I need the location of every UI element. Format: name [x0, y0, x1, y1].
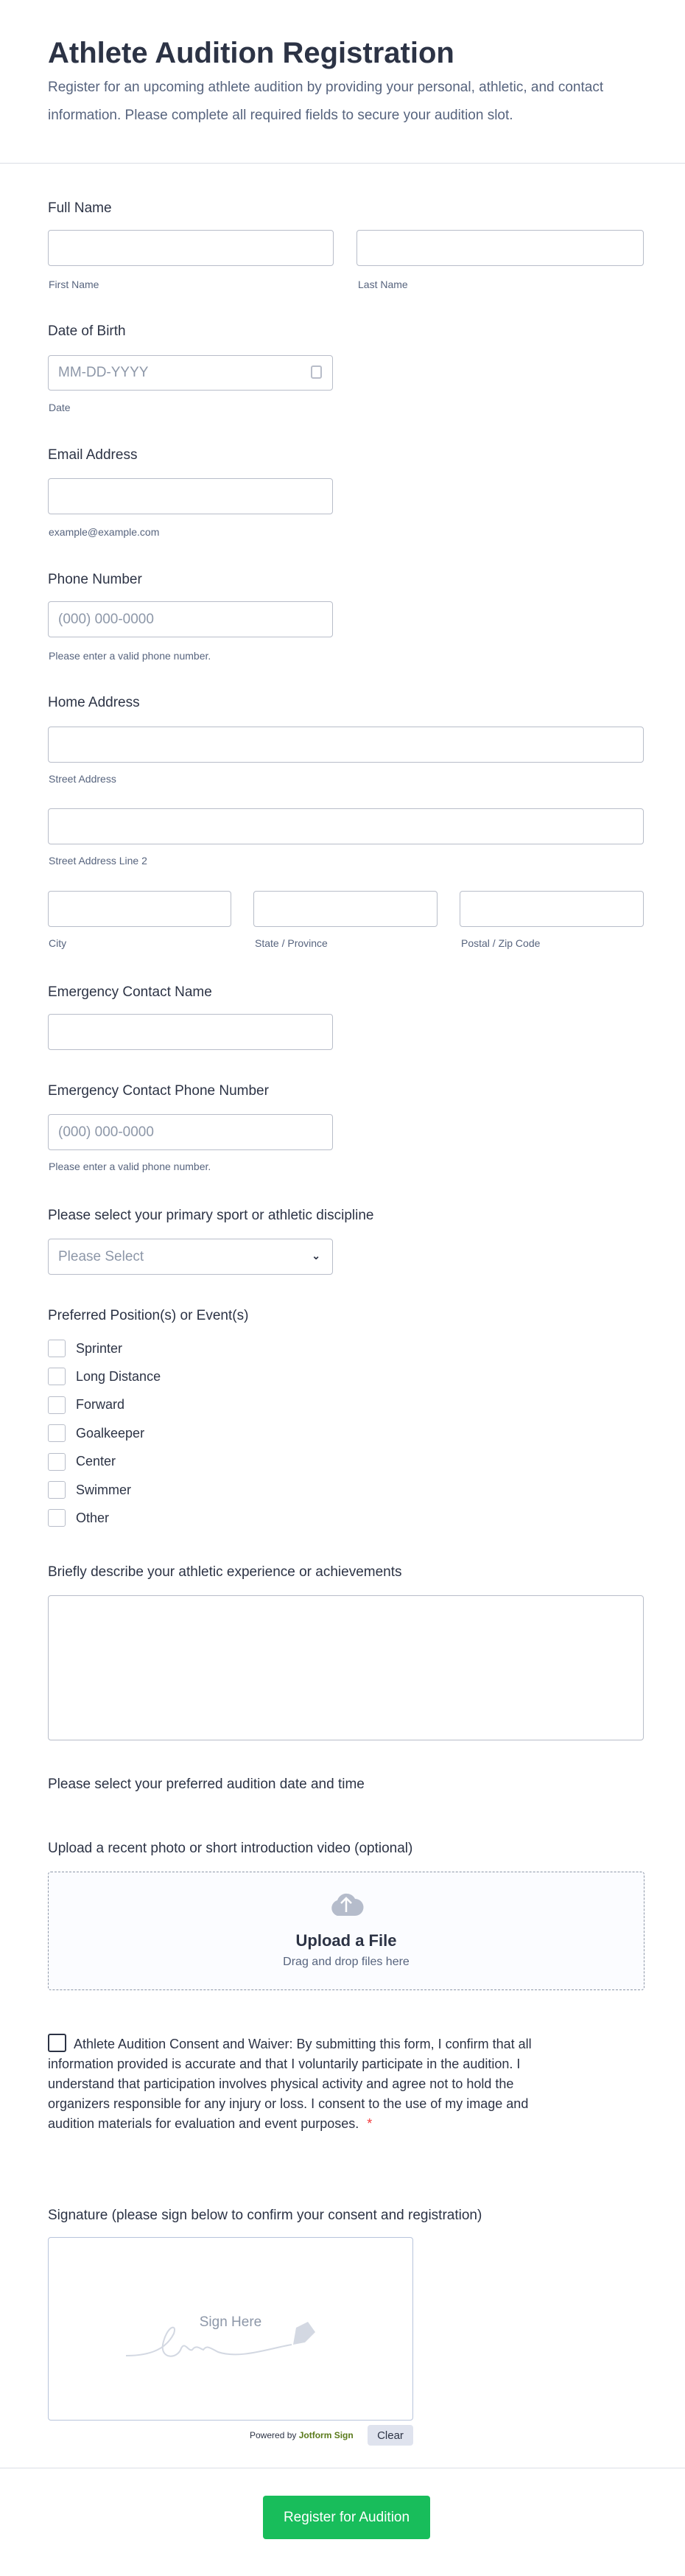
phone-label: Phone Number	[48, 572, 142, 587]
city-input[interactable]	[48, 891, 231, 927]
full-name-label: Full Name	[48, 200, 112, 216]
page-description: Register for an upcoming athlete audition by providing your personal, athletic, and contact information. Please complete all required fields to secure your audition slot.	[48, 80, 604, 123]
emergency-phone-help: Please enter a valid phone number.	[49, 1161, 211, 1172]
audition-date-label: Please select your preferred audition date and time	[48, 1777, 365, 1792]
upload-label: Upload a recent photo or short introduction video (optional)	[48, 1841, 413, 1856]
required-asterisk: *	[367, 2116, 373, 2131]
sport-select[interactable]	[48, 1239, 333, 1275]
state-input[interactable]	[253, 891, 438, 927]
page-title: Athlete Audition Registration	[48, 37, 454, 69]
position-option-label: Sprinter	[76, 1340, 123, 1356]
sport-label: Please select your primary sport or athletic discipline	[48, 1208, 374, 1223]
position-option[interactable]	[48, 1396, 124, 1414]
position-option-label: Swimmer	[76, 1482, 131, 1497]
experience-label: Briefly describe your athletic experience or achievements	[48, 1564, 402, 1580]
checkbox[interactable]	[48, 1453, 66, 1471]
consent-block	[48, 2034, 571, 2134]
dob-label: Date of Birth	[48, 323, 126, 339]
zip-sublabel: Postal / Zip Code	[461, 937, 541, 949]
consent-text: Athlete Audition Consent and Waiver: By submitting this form, I confirm that all information provided is accurate and that I voluntarily participate in the audition. I understand that participation involves physical activity and agree not to hold the organizers responsible for any injury or loss. I consent to the use of my image and audition materials for evaluation and event purposes.	[48, 2037, 532, 2131]
powered-by	[250, 2430, 354, 2440]
dob-placeholder: MM-DD-YYYY	[58, 365, 149, 380]
emergency-phone-placeholder: (000) 000-0000	[58, 1124, 154, 1140]
position-option-label: Long Distance	[76, 1368, 161, 1384]
position-option-label: Other	[76, 1510, 110, 1525]
signature-scribble-icon	[122, 2319, 343, 2363]
position-option-label: Goalkeeper	[76, 1425, 145, 1441]
clear-signature-button[interactable]: Clear	[368, 2425, 413, 2446]
positions-label: Preferred Position(s) or Event(s)	[48, 1308, 249, 1323]
checkbox[interactable]	[48, 1481, 66, 1499]
street-sublabel: Street Address	[49, 773, 116, 785]
upload-dropzone[interactable]	[48, 1872, 644, 1990]
chevron-down-icon: ⌄	[312, 1250, 320, 1261]
submit-button[interactable]: Register for Audition	[263, 2496, 430, 2539]
city-sublabel: City	[49, 937, 67, 949]
checkbox[interactable]	[48, 1340, 66, 1357]
signature-pad[interactable]	[48, 2237, 413, 2421]
emergency-phone-label: Emergency Contact Phone Number	[48, 1083, 269, 1099]
last-name-sublabel: Last Name	[358, 279, 408, 290]
sport-selected: Please Select	[58, 1248, 144, 1264]
phone-input[interactable]	[48, 601, 333, 637]
dob-sublabel: Date	[49, 402, 71, 413]
phone-placeholder: (000) 000-0000	[58, 611, 154, 627]
emergency-phone-input[interactable]	[48, 1114, 333, 1150]
upload-title: Upload a File	[295, 1931, 397, 1950]
state-sublabel: State / Province	[255, 937, 328, 949]
street-input[interactable]	[48, 727, 644, 763]
last-name-input[interactable]	[356, 230, 644, 266]
street2-input[interactable]	[48, 808, 644, 844]
position-option-label: Forward	[76, 1397, 125, 1413]
experience-textarea[interactable]	[48, 1595, 644, 1740]
street2-sublabel: Street Address Line 2	[49, 855, 147, 867]
jotform-sign-brand: Jotform Sign	[298, 2430, 354, 2440]
signature-placeholder: Sign Here	[199, 2314, 262, 2330]
first-name-sublabel: First Name	[49, 279, 99, 290]
checkbox[interactable]	[48, 1368, 66, 1385]
checkbox[interactable]	[48, 1509, 66, 1527]
position-option[interactable]	[48, 1453, 116, 1471]
address-label: Home Address	[48, 695, 140, 710]
zip-input[interactable]	[460, 891, 644, 927]
checkbox[interactable]	[48, 1396, 66, 1414]
signature-label: Signature (please sign below to confirm your consent and registration)	[48, 2208, 482, 2223]
position-option-label: Center	[76, 1454, 116, 1469]
calendar-icon[interactable]	[311, 365, 322, 379]
checkbox[interactable]	[48, 1424, 66, 1442]
position-option[interactable]	[48, 1509, 109, 1527]
first-name-input[interactable]	[48, 230, 334, 266]
dob-input[interactable]	[48, 355, 333, 391]
position-option[interactable]	[48, 1368, 161, 1385]
phone-help: Please enter a valid phone number.	[49, 650, 211, 662]
emergency-name-input[interactable]	[48, 1014, 333, 1050]
position-option[interactable]	[48, 1481, 131, 1499]
powered-by-text: Powered by	[250, 2430, 297, 2440]
position-option[interactable]	[48, 1340, 122, 1357]
emergency-name-label: Emergency Contact Name	[48, 984, 212, 1000]
email-input[interactable]	[48, 478, 333, 514]
email-sublabel: example@example.com	[49, 526, 160, 538]
header-divider	[0, 163, 685, 164]
position-option[interactable]	[48, 1424, 144, 1442]
email-label: Email Address	[48, 447, 138, 463]
consent-checkbox[interactable]	[48, 2034, 66, 2052]
cloud-upload-icon	[329, 1891, 364, 1917]
upload-hint: Drag and drop files here	[283, 1956, 410, 1968]
